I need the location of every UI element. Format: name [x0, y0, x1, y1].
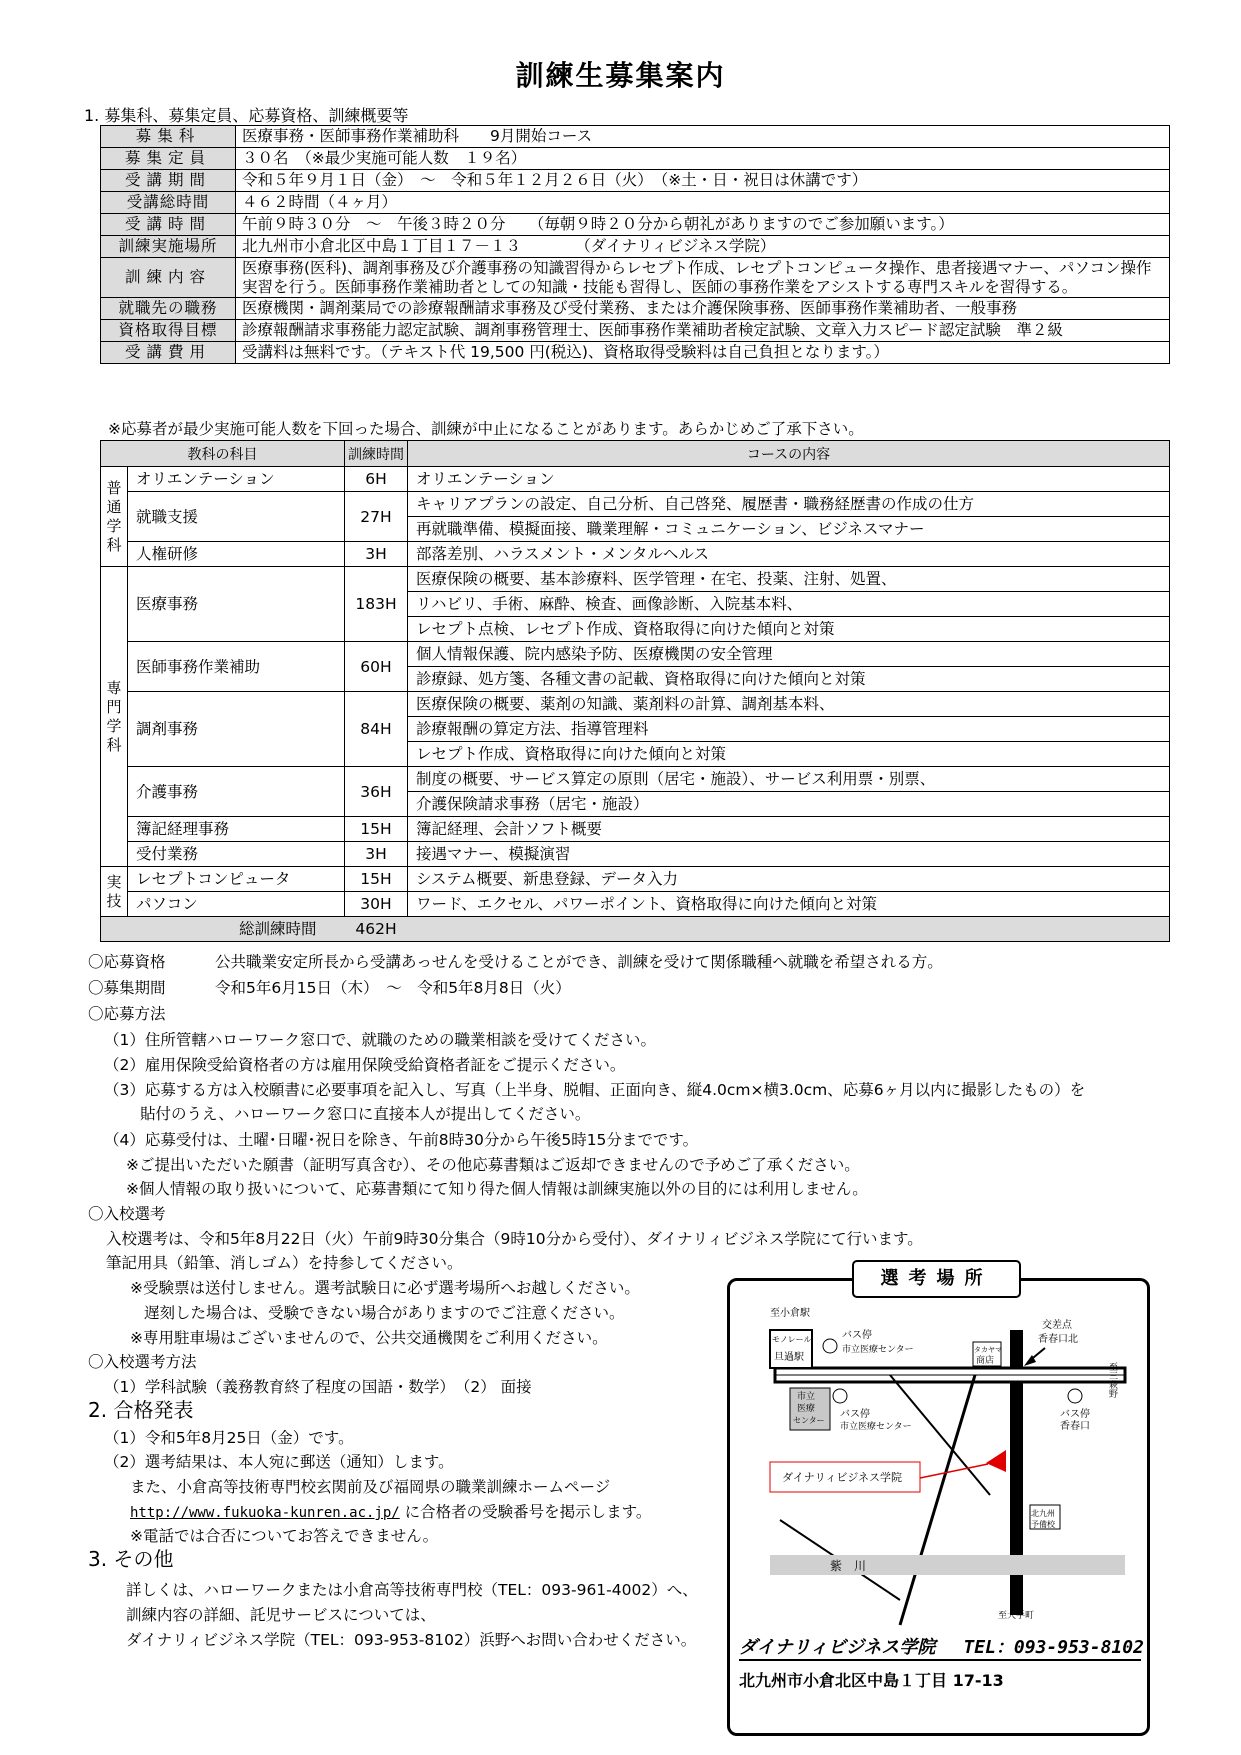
hours-cell: 3H — [345, 842, 408, 867]
overview-row — [101, 320, 1170, 342]
to-mihagino-label: 至三萩野 — [1107, 1362, 1117, 1398]
subject-cell: 調剤事務 — [128, 692, 345, 767]
hours-cell: 15H — [345, 867, 408, 892]
hours-cell: 27H — [345, 492, 408, 542]
subject-cell: オリエンテーション — [128, 467, 345, 492]
diagonal-road — [900, 1375, 975, 1625]
overview-label: 募集定員 — [101, 148, 236, 170]
school-name: ダイナリィビジネス学院 — [739, 1637, 936, 1658]
subject-cell: 医療事務 — [128, 567, 345, 642]
exam-method-label: 〇入校選考方法 — [88, 1353, 197, 1371]
table-row — [101, 642, 1170, 667]
overview-value: ３０名 （※最少実施可能人数 １９名） — [236, 148, 1170, 170]
table-row — [101, 542, 1170, 567]
bus-stop-label: バス停 — [842, 1330, 872, 1341]
table-row — [101, 767, 1170, 792]
overview-label: 受講時間 — [101, 214, 236, 236]
subject-cell: 人権研修 — [128, 542, 345, 567]
other-heading: 3. その他 — [88, 1547, 174, 1571]
homepage-link[interactable]: http://www.fukuoka-kunren.ac.jp/ — [130, 1505, 400, 1521]
overview-row — [101, 126, 1170, 148]
result-url-line — [130, 1502, 651, 1523]
qualification-label: 〇応募資格 — [88, 953, 166, 971]
exam-label: 〇入校選考 — [88, 1205, 166, 1223]
method-line: （4）応募受付は、土曜･日曜･祝日を除き、午前8時30分から午後5時15分までです。 — [104, 1131, 699, 1149]
content-cell: オリエンテーション — [408, 467, 1170, 492]
hours-cell: 30H — [345, 892, 408, 917]
overview-row — [101, 258, 1170, 298]
category-label: 専門学科 — [106, 678, 122, 754]
overview-value: 医療事務・医師事務作業補助科 9月開始コース — [236, 126, 1170, 148]
overview-value: 診療報酬請求事務能力認定試験、調剤事務管理士、医師事務作業補助者検定試験、文章入力スピード認定試験 準２級 — [236, 320, 1170, 342]
hours-cell: 3H — [345, 542, 408, 567]
overview-row — [101, 342, 1170, 364]
overview-table — [100, 125, 1170, 364]
map-footer-name-line — [739, 1633, 1144, 1659]
exam-line: 筆記用具（鉛筆、消しゴム）を持参してください。 — [106, 1254, 463, 1272]
table-row — [101, 467, 1170, 492]
river — [770, 1555, 1125, 1575]
method-label: 〇応募方法 — [88, 1005, 166, 1023]
period-label: 〇募集期間 — [88, 979, 166, 997]
school-address: 北九州市小倉北区中島１丁目 17-13 — [739, 1671, 1004, 1690]
exam-line: 遅刻した場合は、受験できない場合がありますのでご注意ください。 — [144, 1304, 625, 1322]
header-hours: 訓練時間 — [345, 441, 408, 467]
intersection-label: 交差点 — [1042, 1320, 1072, 1331]
hospital-label: 医療 — [797, 1404, 816, 1414]
hours-cell: 183H — [345, 567, 408, 642]
exam-method-text: （1）学科試験（義務教育終了程度の国語・数学） （2） 面接 — [104, 1378, 532, 1396]
curriculum-table — [100, 440, 1170, 942]
school-tel: TEL：093-953-8102 — [963, 1637, 1144, 1658]
overview-value: 午前９時３０分 ～ 午後３時２０分 （毎朝９時２０分から朝礼がありますのでご参加願います。） — [236, 214, 1170, 236]
method-line: 貼付のうえ、ハローワーク窓口に直接本人が提出してください。 — [140, 1105, 591, 1123]
yobiko-label: 北九州 — [1031, 1509, 1055, 1518]
content-cell: 接遇マナー、模擬演習 — [408, 842, 1170, 867]
content-cell: システム概要、新患登録、データ入力 — [408, 867, 1170, 892]
content-cell: 診療録、処方箋、各種文書の記載、資格取得に向けた傾向と対策 — [408, 667, 1170, 692]
overview-value: 医療事務(医科)、調剤事務及び介護事務の知識習得からレセプト作成、レセプトコンピュータ操作、患者接遇マナー、パソコン操作実習を行う。医師事務作業補助者としての知識・技能も習得し、医師の事務作業をアシストする専門スキルを習得する。 — [236, 258, 1170, 298]
exam-line: 入校選考は、令和5年8月22日（火）午前9時30分集合（9時10分から受付）、ダイナリィビジネス学院にて行います。 — [106, 1230, 923, 1248]
overview-row — [101, 236, 1170, 258]
takayama-label: タカヤマ — [974, 1346, 1002, 1354]
page-title: 訓練生募集案内 — [515, 59, 726, 92]
school-label: ダイナリィビジネス学院 — [782, 1471, 903, 1484]
method-line: （2）雇用保険受給資格者の方は雇用保険受給資格者証をご提示ください。 — [104, 1056, 626, 1074]
overview-value: 北九州市小倉北区中島１丁目１７－１３ （ダイナリィビジネス学院） — [236, 236, 1170, 258]
subject-cell: レセプトコンピュータ — [128, 867, 345, 892]
result-line: （1）令和5年8月25日（金）です。 — [104, 1429, 354, 1447]
bus-stop-icon — [823, 1339, 837, 1353]
qualification-text: 公共職業安定所長から受講あっせんを受けることができ、訓練を受けて関係職種へ就職を希望される方。 — [215, 953, 943, 971]
overview-row — [101, 214, 1170, 236]
subject-cell: パソコン — [128, 892, 345, 917]
period-text: 令和5年6月15日（木） ～ 令和5年8月8日（火） — [215, 979, 571, 997]
table-row — [101, 892, 1170, 917]
total-hours: 462H — [345, 917, 408, 942]
category-general — [101, 467, 128, 567]
school-pointer — [920, 1464, 988, 1478]
content-cell: 制度の概要、サービス算定の原則（居宅・施設）、サービス利用票・別票、 — [408, 767, 1170, 792]
content-cell: キャリアプランの設定、自己分析、自己啓発、履歴書・職務経歴書の作成の仕方 — [408, 492, 1170, 517]
dan-station-label: 旦過駅 — [774, 1352, 804, 1363]
subject-cell: 医師事務作業補助 — [128, 642, 345, 692]
subject-cell: 就職支援 — [128, 492, 345, 542]
bus-stop-icon — [1068, 1389, 1082, 1403]
overview-row — [101, 148, 1170, 170]
table-row — [101, 492, 1170, 517]
header-content: コースの内容 — [408, 441, 1170, 467]
overview-row — [101, 298, 1170, 320]
category-specialized — [101, 567, 128, 867]
method-line: ※個人情報の取り扱いについて、応募書類にて知り得た個人情報は訓練実施以外の目的には利用しません。 — [126, 1180, 868, 1198]
hours-cell: 15H — [345, 817, 408, 842]
content-cell: 個人情報保護、院内感染予防、医療機関の安全管理 — [408, 642, 1170, 667]
overview-row — [101, 170, 1170, 192]
bus-stop-icon — [833, 1389, 847, 1403]
overview-label: 受講費用 — [101, 342, 236, 364]
content-cell: 簿記経理、会計ソフト概要 — [408, 817, 1170, 842]
content-cell: レセプト作成、資格取得に向けた傾向と対策 — [408, 742, 1170, 767]
content-cell: 医療保険の概要、薬剤の知識、薬剤料の計算、調剤基本料、 — [408, 692, 1170, 717]
kasugaguchi-label: 香春口 — [1060, 1421, 1090, 1432]
hours-cell: 60H — [345, 642, 408, 692]
method-line: （3）応募する方は入校願書に必要事項を記入し、写真（上半身、脱帽、正面向き、縦4.0cm×横3.0cm、応募6ヶ月以内に撮影したもの）を — [104, 1081, 1086, 1099]
map-footer-divider — [739, 1659, 1141, 1661]
overview-row — [101, 192, 1170, 214]
curriculum-header — [101, 441, 1170, 467]
bus-stop-label: バス停 — [840, 1409, 870, 1420]
result-heading: 2. 合格発表 — [88, 1398, 194, 1422]
monorail-label: モノレール — [772, 1335, 812, 1344]
overview-label: 募集科 — [101, 126, 236, 148]
river-label: 紫 川 — [830, 1559, 867, 1573]
overview-value: 受講料は無料です。（テキスト代 19,500 円(税込)、資格取得受験料は自己負担となります。） — [236, 342, 1170, 364]
overview-label: 訓練内容 — [101, 258, 236, 298]
content-cell: 診療報酬の算定方法、指導管理料 — [408, 717, 1170, 742]
hours-cell: 36H — [345, 767, 408, 817]
overview-label: 受講期間 — [101, 170, 236, 192]
content-cell: 医療保険の概要、基本診療料、医学管理・在宅、投薬、注射、処置、 — [408, 567, 1170, 592]
overview-value: 令和５年９月１日（金） ～ 令和５年１２月２６日（火） （※土・日・祝日は休講です） — [236, 170, 1170, 192]
yobiko-label: 予備校 — [1031, 1520, 1055, 1529]
subject-cell: 介護事務 — [128, 767, 345, 817]
result-note: ※電話では合否についてお答えできません。 — [130, 1527, 439, 1545]
content-cell: ワード、エクセル、パワーポイント、資格取得に向けた傾向と対策 — [408, 892, 1170, 917]
overview-label: 就職先の職務 — [101, 298, 236, 320]
method-line: ※ご提出いただいた願書（証明写真含む）、その他応募書類はご返却できませんので予めご了承ください。 — [126, 1156, 860, 1174]
result-line: また、小倉高等技術専門校玄関前及び福岡県の職業訓練ホームページ — [130, 1478, 611, 1496]
overview-label: 訓練実施場所 — [101, 236, 236, 258]
section1-heading: 1. 募集科、募集定員、応募資格、訓練概要等 — [84, 106, 409, 125]
map-title: 選考場所 — [852, 1260, 1021, 1298]
to-otemachi-label: 至大手町 — [998, 1611, 1035, 1621]
hospital-label: センター — [793, 1416, 825, 1425]
subject-cell: 受付業務 — [128, 842, 345, 867]
category-practical — [101, 867, 128, 917]
overview-value: ４６２時間（４ヶ月） — [236, 192, 1170, 214]
cancellation-note: ※応募者が最少実施可能人数を下回った場合、訓練が中止になることがあります。あらかじめご了承下さい。 — [108, 420, 864, 438]
method-line: （1）住所管轄ハローワーク窓口で、就職のための職業相談を受けてください。 — [104, 1031, 657, 1049]
content-cell: リハビリ、手術、麻酔、検査、画像診断、入院基本料、 — [408, 592, 1170, 617]
table-row — [101, 567, 1170, 592]
exam-line: ※受験票は送付しません。選考試験日に必ず選考場所へお越しください。 — [130, 1279, 640, 1297]
other-line: 詳しくは、ハローワークまたは小倉高等技術専門校（TEL：093-961-4002）へ、 — [126, 1581, 698, 1599]
subject-cell: 簿記経理事務 — [128, 817, 345, 842]
content-cell: 部落差別、ハラスメント・メンタルヘルス — [408, 542, 1170, 567]
bus-stop-label: バス停 — [1060, 1409, 1090, 1420]
header-subject: 教科の科目 — [101, 441, 345, 467]
overview-label: 資格取得目標 — [101, 320, 236, 342]
school-marker-icon — [986, 1450, 1006, 1472]
total-label: 総訓練時間 — [101, 917, 345, 942]
intersection-name-label: 香春口北 — [1038, 1334, 1078, 1345]
overview-value: 医療機関・調剤薬局での診療報酬請求事務及び受付業務、または介護保険事務、医師事務作業補助者、一般事務 — [236, 298, 1170, 320]
hospital-label: 市立 — [797, 1392, 816, 1402]
total-row — [101, 917, 1170, 942]
hospital-stop-label: 市立医療センター — [842, 1345, 914, 1355]
overview-label: 受講総時間 — [101, 192, 236, 214]
result-line: （2）選考結果は、本人宛に郵送（通知）します。 — [104, 1453, 454, 1471]
other-line: 訓練内容の詳細、託児サービスについては、 — [126, 1606, 436, 1624]
content-cell: 再就職準備、模擬面接、職業理解・コミュニケーション、ビジネスマナー — [408, 517, 1170, 542]
category-label: 普通学科 — [106, 478, 122, 554]
hospital-stop-label: 市立医療センター — [840, 1422, 912, 1432]
kokura-station-label: 至小倉駅 — [770, 1308, 810, 1319]
result-url-suffix: に合格者の受験番号を掲示します。 — [404, 1503, 652, 1521]
hours-cell: 6H — [345, 467, 408, 492]
exam-line: ※専用駐車場はございませんので、公共交通機関をご利用ください。 — [130, 1329, 608, 1347]
content-cell: 介護保険請求事務（居宅・施設） — [408, 792, 1170, 817]
hours-cell: 84H — [345, 692, 408, 767]
table-row — [101, 817, 1170, 842]
category-label: 実技 — [106, 872, 122, 910]
table-row — [101, 842, 1170, 867]
access-map — [740, 1300, 1135, 1630]
shoten-label: 商店 — [976, 1356, 995, 1366]
content-cell: レセプト点検、レセプト作成、資格取得に向けた傾向と対策 — [408, 617, 1170, 642]
total-blank — [408, 917, 1170, 942]
table-row — [101, 867, 1170, 892]
table-row — [101, 692, 1170, 717]
other-line: ダイナリィビジネス学院（TEL：093-953-8102）浜野へお問い合わせください。 — [126, 1631, 697, 1649]
